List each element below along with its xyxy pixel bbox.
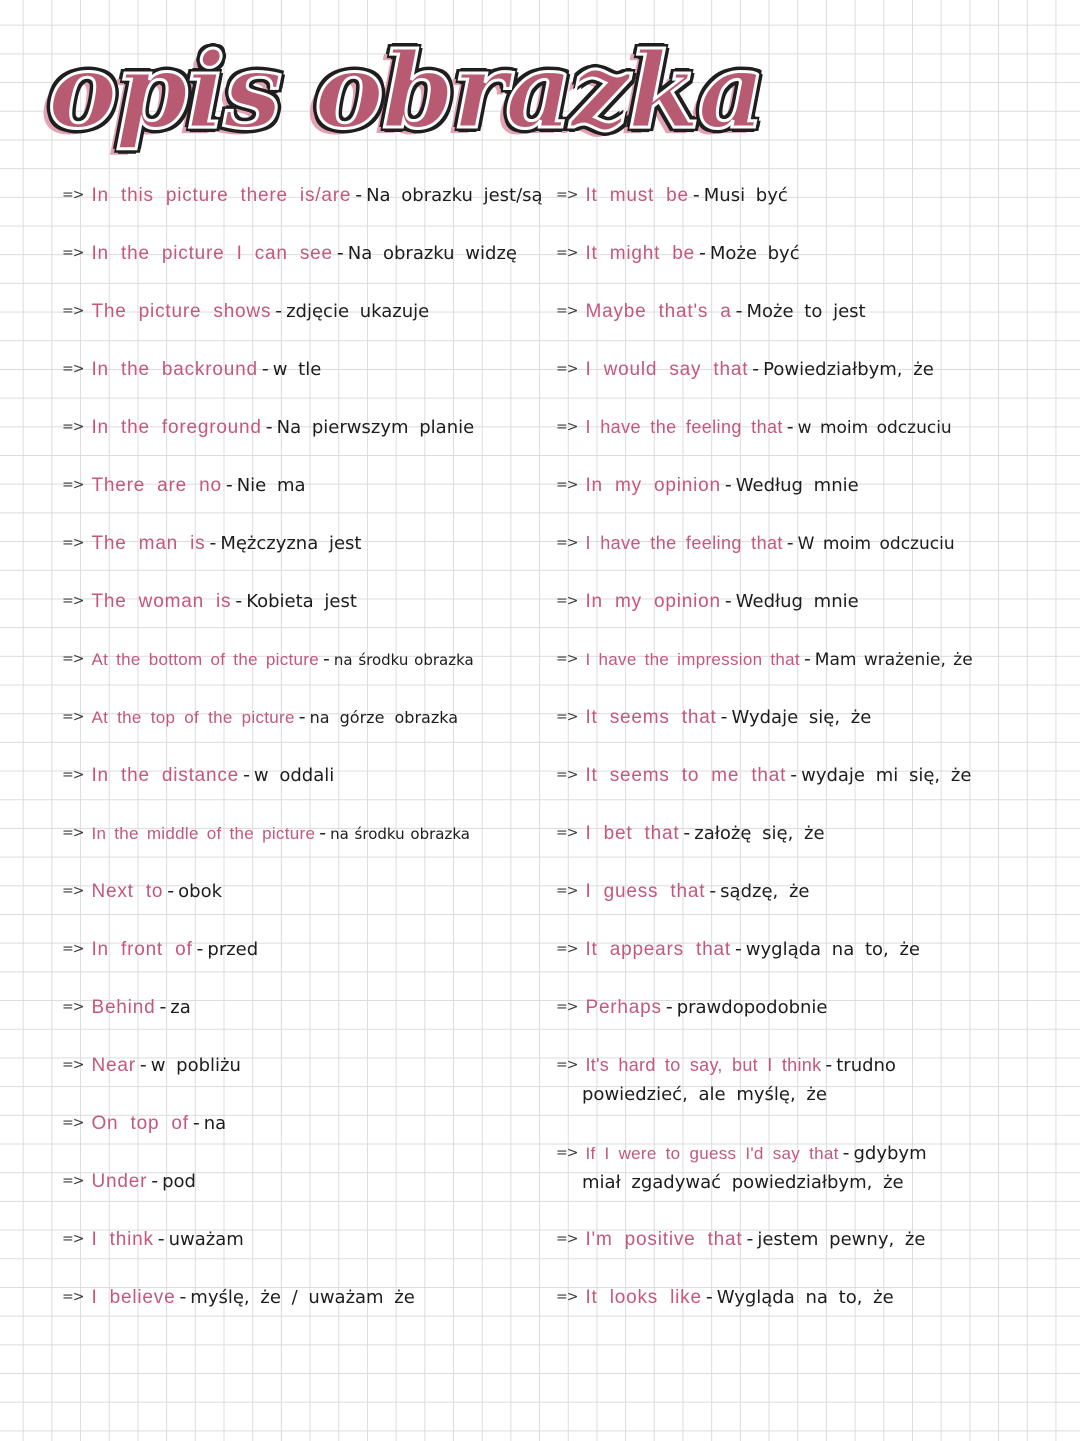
arrow-icon: => <box>62 1289 84 1305</box>
polish-translation: pod <box>162 1171 196 1192</box>
phrase-row-left: => Next to - obok <box>62 880 222 902</box>
phrase-row-right: => It might be - Może być <box>556 242 800 264</box>
polish-translation: Powiedziałbym, że <box>763 359 934 380</box>
english-phrase: The picture shows <box>91 301 272 322</box>
arrow-icon: => <box>62 419 84 435</box>
phrase-row-left: => I think - uważam <box>62 1228 244 1250</box>
arrow-icon: => <box>556 419 578 435</box>
arrow-icon: => <box>62 535 84 551</box>
english-phrase: It looks like <box>585 1287 702 1308</box>
polish-translation: prawdopodobnie <box>676 997 828 1018</box>
english-phrase: I believe <box>91 1287 176 1308</box>
phrase-row-right: => Maybe that's a - Może to jest <box>556 300 866 322</box>
english-phrase: I have the impression that <box>585 650 800 669</box>
arrow-icon: => <box>62 1173 84 1189</box>
polish-translation: wygląda na to, że <box>745 939 921 960</box>
english-phrase: Under <box>91 1171 148 1192</box>
phrase-row-left: => In the backround - w tle <box>62 358 322 380</box>
phrase-row-right: => It must be - Musi być <box>556 184 788 206</box>
english-phrase: It seems that <box>585 707 717 728</box>
polish-translation: Według mnie <box>735 475 859 496</box>
phrase-row-left: => In the distance - w oddali <box>62 764 335 786</box>
arrow-icon: => <box>556 1057 578 1073</box>
arrow-icon: => <box>556 477 578 493</box>
polish-translation: na <box>203 1113 227 1134</box>
english-phrase: In this picture there is/are <box>91 185 352 206</box>
polish-translation: na środku obrazka <box>333 651 474 669</box>
arrow-icon: => <box>556 999 578 1015</box>
english-phrase: It might be <box>585 243 695 264</box>
phrase-row-right: => Perhaps - prawdopodobnie <box>556 996 828 1018</box>
phrase-row-left: => The man is - Mężczyzna jest <box>62 532 362 554</box>
english-phrase: Perhaps <box>585 997 662 1018</box>
phrase-row-left: => I believe - myślę, że / uważam że <box>62 1286 415 1308</box>
english-phrase: In my opinion <box>585 475 721 496</box>
english-phrase: Maybe that's a <box>585 301 732 322</box>
phrase-row-left: => In the foreground - Na pierwszym planie <box>62 416 475 438</box>
phrase-row-left: => Under - pod <box>62 1170 196 1192</box>
phrase-row-left: => The picture shows - zdjęcie ukazuje <box>62 300 430 322</box>
polish-translation: uważam <box>168 1229 244 1250</box>
polish-translation: wydaje mi się, że <box>801 765 972 786</box>
phrase-row-left: => Near - w pobliżu <box>62 1054 241 1076</box>
phrase-row-right: => I'm positive that - jestem pewny, że <box>556 1228 926 1250</box>
polish-translation: w oddali <box>253 765 335 786</box>
polish-translation: trudno <box>836 1055 896 1076</box>
arrow-icon: => <box>62 941 84 957</box>
polish-translation: jestem pewny, że <box>757 1229 926 1250</box>
polish-translation: w pobliżu <box>150 1055 241 1076</box>
english-phrase: It seems to me that <box>585 765 787 786</box>
english-phrase: In the distance <box>91 765 240 786</box>
english-phrase: I'm positive that <box>585 1229 743 1250</box>
arrow-icon: => <box>556 767 578 783</box>
polish-translation: Musi być <box>703 185 788 206</box>
phrase-row-right: => I have the feeling that - W moim odczuciu <box>556 532 955 554</box>
arrow-icon: => <box>62 1231 84 1247</box>
polish-translation-continued: miał zgadywać powiedziałbym, że <box>582 1172 904 1193</box>
arrow-icon: => <box>556 1145 578 1161</box>
title-banner <box>40 22 764 172</box>
polish-translation: Może to jest <box>746 301 866 322</box>
arrow-icon: => <box>556 709 578 725</box>
phrase-row-left: => The woman is - Kobieta jest <box>62 590 357 612</box>
english-phrase: I have the feeling that <box>585 533 783 553</box>
english-phrase: In the middle of the picture <box>91 824 316 843</box>
arrow-icon: => <box>62 1057 84 1073</box>
arrow-icon: => <box>62 361 84 377</box>
polish-translation: w moim odczuciu <box>797 418 952 438</box>
phrase-row-left: => Behind - za <box>62 996 191 1018</box>
arrow-icon: => <box>62 651 84 667</box>
polish-translation: gdybym <box>853 1143 927 1164</box>
polish-translation: Na obrazku jest/są <box>366 185 543 206</box>
page-title: opis obrazka <box>48 29 764 152</box>
polish-translation: Może być <box>709 243 800 264</box>
english-phrase: If I were to guess I'd say that <box>585 1144 839 1163</box>
arrow-icon: => <box>556 303 578 319</box>
arrow-icon: => <box>62 245 84 261</box>
arrow-icon: => <box>556 1231 578 1247</box>
polish-translation: zdjęcie ukazuje <box>286 301 430 322</box>
polish-translation: obok <box>178 881 222 902</box>
english-phrase: There are no <box>91 475 222 496</box>
arrow-icon: => <box>556 245 578 261</box>
arrow-icon: => <box>62 825 84 841</box>
english-phrase: In front of <box>91 939 193 960</box>
phrase-row-right: => It seems that - Wydaje się, że <box>556 706 872 728</box>
english-phrase: I have the feeling that <box>585 417 783 437</box>
phrase-row-right: => It's hard to say, but I think - trudno powiedzieć, ale myślę, że <box>556 1050 896 1110</box>
arrow-icon: => <box>556 883 578 899</box>
english-phrase: In the backround <box>91 359 258 380</box>
english-phrase: The man is <box>91 533 206 554</box>
phrase-row-right: => I have the feeling that - w moim odczuciu <box>556 416 952 438</box>
arrow-icon: => <box>556 651 578 667</box>
english-phrase: I bet that <box>585 823 680 844</box>
arrow-icon: => <box>62 593 84 609</box>
english-phrase: I think <box>91 1229 154 1250</box>
phrase-row-left: => In this picture there is/are - Na obrazku jest/są <box>62 184 543 206</box>
polish-translation: Na obrazku widzę <box>347 243 517 264</box>
english-phrase: On top of <box>91 1113 189 1134</box>
english-phrase: The woman is <box>91 591 232 612</box>
phrase-row-left: => In the picture I can see - Na obrazku widzę <box>62 242 517 264</box>
english-phrase: At the bottom of the picture <box>91 650 319 669</box>
polish-translation: na górze obrazka <box>309 708 459 727</box>
polish-translation: na środku obrazka <box>330 825 470 843</box>
arrow-icon: => <box>556 535 578 551</box>
phrase-row-left: => At the bottom of the picture - na środku obrazka <box>62 648 474 670</box>
arrow-icon: => <box>62 187 84 203</box>
arrow-icon: => <box>62 709 84 725</box>
polish-translation-continued: powiedzieć, ale myślę, że <box>582 1084 827 1105</box>
english-phrase: I guess that <box>585 881 706 902</box>
arrow-icon: => <box>62 999 84 1015</box>
english-phrase: Next to <box>91 881 164 902</box>
phrase-row-left: => At the top of the picture - na górze obrazka <box>62 706 459 728</box>
arrow-icon: => <box>556 825 578 841</box>
polish-translation: przed <box>207 939 259 960</box>
arrow-icon: => <box>556 941 578 957</box>
polish-translation: Mężczyzna jest <box>220 533 362 554</box>
phrase-row-right: => I guess that - sądzę, że <box>556 880 810 902</box>
phrase-row-right: => I have the impression that - Mam wrażenie, że <box>556 648 973 670</box>
english-phrase: At the top of the picture <box>91 708 295 727</box>
arrow-icon: => <box>62 767 84 783</box>
english-phrase: It's hard to say, but I think <box>585 1055 822 1075</box>
arrow-icon: => <box>62 883 84 899</box>
english-phrase: It must be <box>585 185 689 206</box>
polish-translation: Wydaje się, że <box>731 707 872 728</box>
english-phrase: It appears that <box>585 939 731 960</box>
phrase-row-left: => There are no - Nie ma <box>62 474 306 496</box>
phrase-row-right: => I bet that - założę się, że <box>556 822 825 844</box>
polish-translation: Kobieta jest <box>246 591 357 612</box>
polish-translation: założę się, że <box>694 823 825 844</box>
english-phrase: Near <box>91 1055 136 1076</box>
phrase-row-left: => In the middle of the picture - na środku obrazka <box>62 822 470 844</box>
polish-translation: Na pierwszym planie <box>276 417 475 438</box>
phrase-row-right: => It seems to me that - wydaje mi się, że <box>556 764 972 786</box>
polish-translation: Według mnie <box>735 591 859 612</box>
phrase-row-right: => It looks like - Wygląda na to, że <box>556 1286 894 1308</box>
english-phrase: In the picture I can see <box>91 243 333 264</box>
english-phrase: In my opinion <box>585 591 721 612</box>
arrow-icon: => <box>556 187 578 203</box>
polish-translation: Mam wrażenie, że <box>814 650 973 670</box>
arrow-icon: => <box>556 1289 578 1305</box>
polish-translation: w tle <box>272 359 322 380</box>
arrow-icon: => <box>556 593 578 609</box>
phrase-row-right: => It appears that - wygląda na to, że <box>556 938 921 960</box>
phrase-row-left: => In front of - przed <box>62 938 259 960</box>
polish-translation: myślę, że / uważam że <box>190 1287 415 1308</box>
phrase-row-left: => On top of - na <box>62 1112 227 1134</box>
english-phrase: In the foreground <box>91 417 262 438</box>
phrase-row-right: => In my opinion - Według mnie <box>556 474 859 496</box>
arrow-icon: => <box>556 361 578 377</box>
english-phrase: I would say that <box>585 359 749 380</box>
phrase-row-right: => In my opinion - Według mnie <box>556 590 859 612</box>
arrow-icon: => <box>62 303 84 319</box>
polish-translation: Wygląda na to, że <box>716 1287 894 1308</box>
polish-translation: Nie ma <box>236 475 306 496</box>
phrase-row-right: => If I were to guess I'd say that - gdybym miał zgadywać powiedziałbym, że <box>556 1138 927 1198</box>
polish-translation: za <box>170 997 191 1018</box>
polish-translation: W moim odczuciu <box>797 534 955 554</box>
arrow-icon: => <box>62 477 84 493</box>
english-phrase: Behind <box>91 997 156 1018</box>
arrow-icon: => <box>62 1115 84 1131</box>
phrase-row-right: => I would say that - Powiedziałbym, że <box>556 358 934 380</box>
polish-translation: sądzę, że <box>720 881 810 902</box>
